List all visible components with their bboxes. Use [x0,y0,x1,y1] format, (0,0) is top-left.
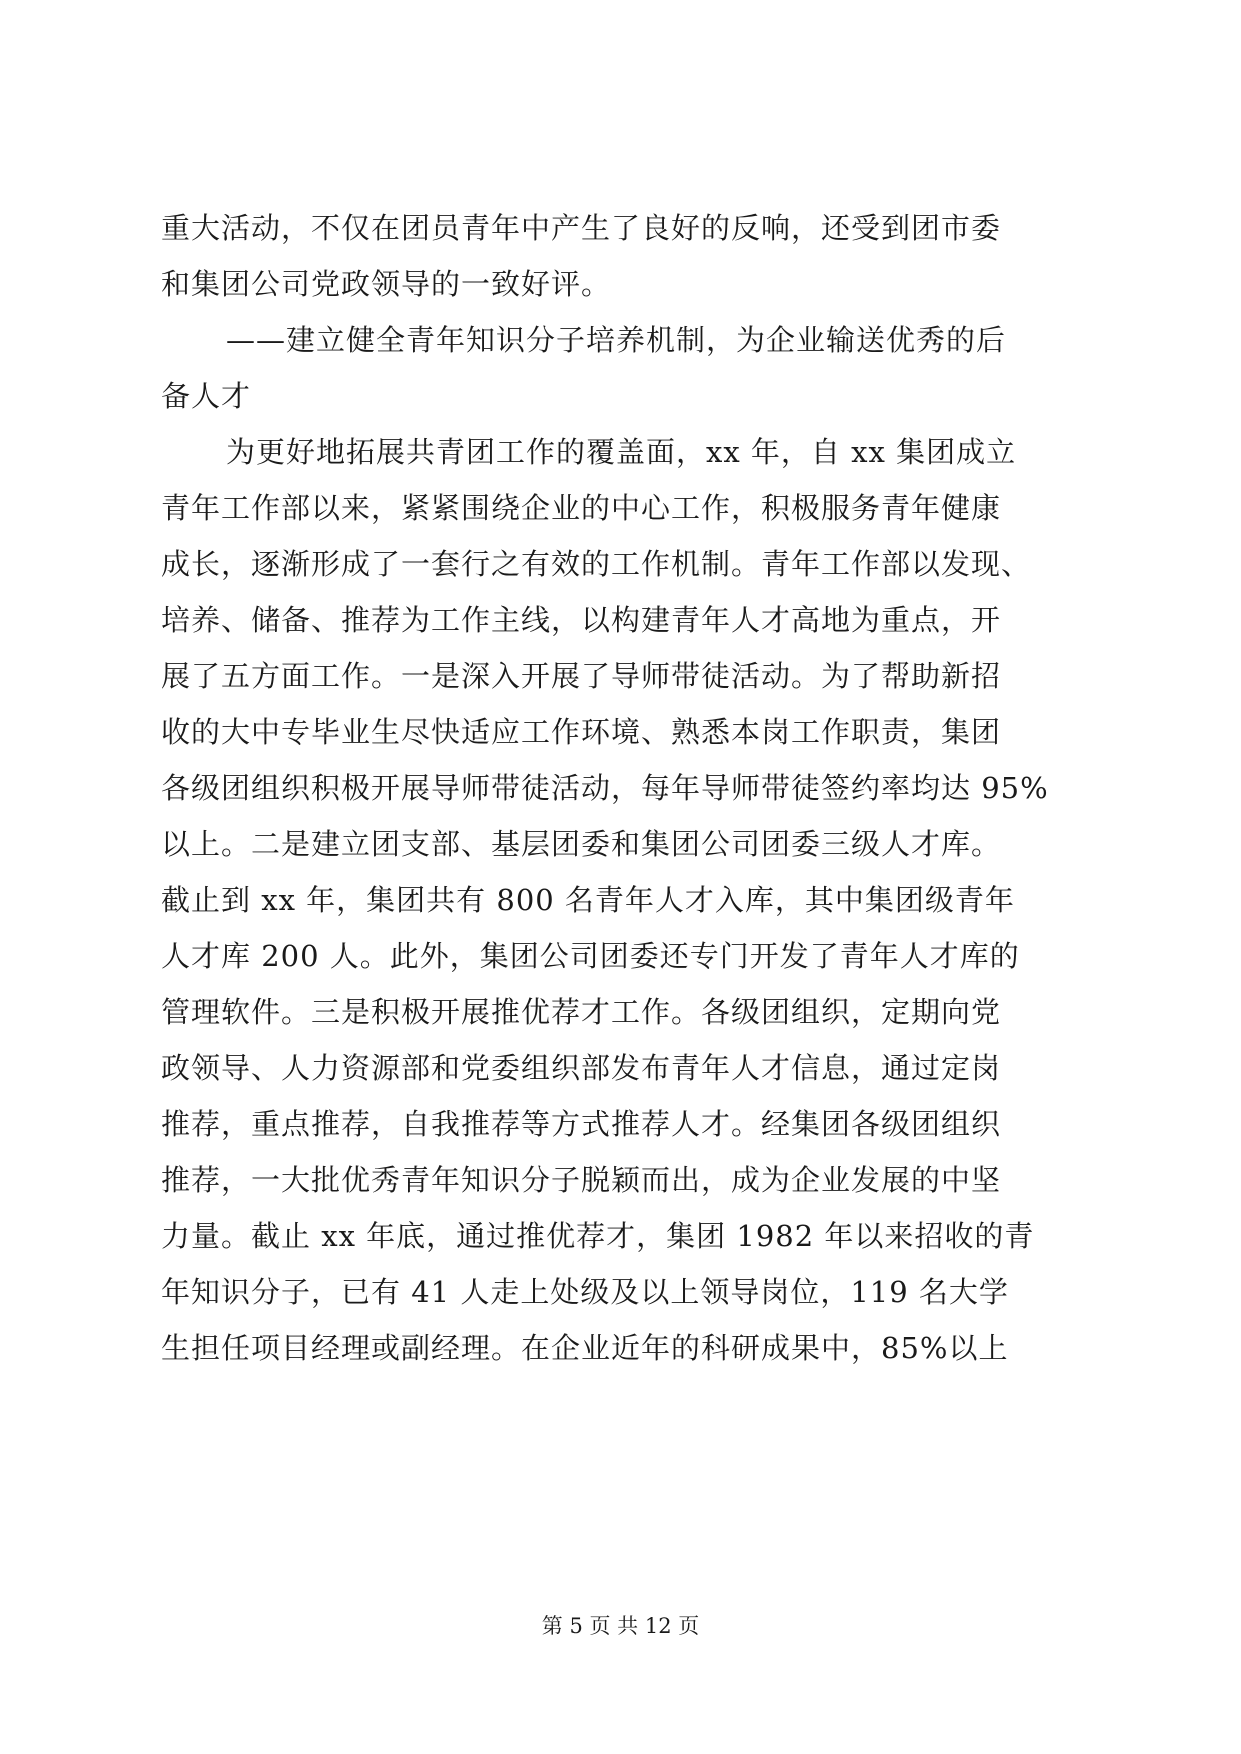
body-line-10: 收的大中专毕业生尽快适应工作环境、熟悉本岗工作职责，集团 [161,715,1002,749]
body-line-19: 力量。截止 xx 年底，通过推优荐才，集团 1982 年以来招收的青 [161,1219,1035,1253]
body-line-13: 截止到 xx 年，集团共有 800 名青年人才入库，其中集团级青年 [161,883,1015,917]
body-line-5: 为更好地拓展共青团工作的覆盖面，xx 年，自 xx 集团成立 [226,435,1017,469]
body-line-15: 管理软件。三是积极开展推优荐才工作。各级团组织，定期向党 [161,995,1002,1029]
body-line-2: 和集团公司党政领导的一致好评。 [161,267,612,301]
body-line-11: 各级团组织积极开展导师带徒活动，每年导师带徒签约率均达 95% [161,771,1049,805]
section-heading-line-2: 备人才 [161,379,252,413]
body-line-14: 人才库 200 人。此外，集团公司团委还专门开发了青年人才库的 [161,939,1020,973]
body-line-1: 重大活动，不仅在团员青年中产生了良好的反响，还受到团市委 [161,211,1002,245]
section-heading-line-1: ——建立健全青年知识分子培养机制，为企业输送优秀的后 [226,323,1007,357]
body-line-17: 推荐，重点推荐，自我推荐等方式推荐人才。经集团各级团组织 [161,1107,1002,1141]
body-line-9: 展了五方面工作。一是深入开展了导师带徒活动。为了帮助新招 [161,659,1002,693]
page-number-footer: 第 5 页 共 12 页 [541,1614,700,1638]
body-line-7: 成长，逐渐形成了一套行之有效的工作机制。青年工作部以发现、 [161,547,1032,581]
body-line-6: 青年工作部以来，紧紧围绕企业的中心工作，积极服务青年健康 [161,491,1002,525]
body-line-16: 政领导、人力资源部和党委组织部发布青年人才信息，通过定岗 [161,1051,1002,1085]
body-line-21: 生担任项目经理或副经理。在企业近年的科研成果中，85%以上 [161,1331,1009,1365]
body-line-8: 培养、储备、推荐为工作主线，以构建青年人才高地为重点，开 [161,603,1002,637]
body-line-18: 推荐，一大批优秀青年知识分子脱颖而出，成为企业发展的中坚 [161,1163,1002,1197]
body-line-12: 以上。二是建立团支部、基层团委和集团公司团委三级人才库。 [161,827,1002,861]
body-line-20: 年知识分子，已有 41 人走上处级及以上领导岗位，119 名大学 [161,1275,1009,1309]
